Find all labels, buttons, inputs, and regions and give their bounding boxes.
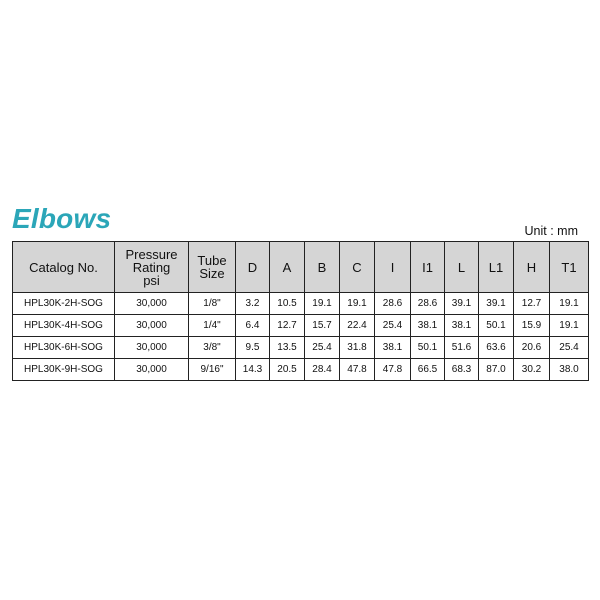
cell-dim-l: 68.3 [445,359,479,381]
header-tube-line: Tube [197,253,227,268]
cell-dim-a: 12.7 [270,315,305,337]
cell-dim-i1: 38.1 [411,315,445,337]
header-dim-b: B [305,242,340,293]
cell-pressure: 30,000 [115,359,189,381]
elbows-spec-table [12,241,589,381]
cell-pressure: 30,000 [115,315,189,337]
cell-tube-size: 1/4" [189,315,236,337]
header-psi-line: psi [143,272,160,288]
table-header-row [13,242,589,293]
cell-dim-c: 31.8 [340,337,375,359]
table-row [13,293,589,315]
cell-catalog: HPL30K-4H-SOG [13,315,115,337]
cell-dim-b: 19.1 [305,293,340,315]
cell-dim-d: 3.2 [236,293,270,315]
header-dim-d: D [236,242,270,293]
table-row [13,359,589,381]
unit-label: Unit : mm [524,224,578,238]
cell-dim-b: 28.4 [305,359,340,381]
cell-dim-t1: 19.1 [550,293,589,315]
cell-dim-t1: 38.0 [550,359,589,381]
cell-pressure: 30,000 [115,337,189,359]
cell-catalog: HPL30K-6H-SOG [13,337,115,359]
cell-tube-size: 9/16" [189,359,236,381]
cell-dim-h: 20.6 [514,337,550,359]
header-dim-t1: T1 [550,242,589,293]
cell-catalog: HPL30K-2H-SOG [13,293,115,315]
header-dim-h: H [514,242,550,293]
cell-dim-l1: 63.6 [479,337,514,359]
cell-dim-b: 25.4 [305,337,340,359]
cell-dim-l: 51.6 [445,337,479,359]
header-dim-l1: L1 [479,242,514,293]
header-rating-line: Rating [132,259,171,275]
cell-dim-a: 10.5 [270,293,305,315]
cell-dim-l1: 39.1 [479,293,514,315]
cell-dim-c: 22.4 [340,315,375,337]
table-row [13,315,589,337]
cell-dim-h: 15.9 [514,315,550,337]
header-dim-i1: I1 [411,242,445,293]
cell-dim-l: 38.1 [445,315,479,337]
header-pressure-rating [115,242,189,293]
header-dim-a: A [270,242,305,293]
cell-dim-t1: 25.4 [550,337,589,359]
header-dim-i: I [375,242,411,293]
cell-dim-l1: 87.0 [479,359,514,381]
cell-tube-size: 3/8" [189,337,236,359]
cell-dim-h: 30.2 [514,359,550,381]
cell-dim-b: 15.7 [305,315,340,337]
cell-dim-a: 20.5 [270,359,305,381]
cell-dim-i: 25.4 [375,315,411,337]
header-tube-size [189,242,236,293]
cell-dim-c: 47.8 [340,359,375,381]
cell-tube-size: 1/8" [189,293,236,315]
cell-dim-i1: 50.1 [411,337,445,359]
cell-dim-d: 6.4 [236,315,270,337]
header-dim-l: L [445,242,479,293]
cell-pressure: 30,000 [115,293,189,315]
cell-dim-i1: 28.6 [411,293,445,315]
cell-dim-d: 14.3 [236,359,270,381]
header-pressure-line: Pressure [125,246,178,262]
table-row [13,337,589,359]
cell-dim-i1: 66.5 [411,359,445,381]
page-title: Elbows [12,203,112,234]
cell-dim-i: 47.8 [375,359,411,381]
cell-dim-d: 9.5 [236,337,270,359]
header-size-line: Size [199,266,225,281]
cell-dim-c: 19.1 [340,293,375,315]
cell-dim-t1: 19.1 [550,315,589,337]
cell-dim-i: 38.1 [375,337,411,359]
cell-dim-i: 28.6 [375,293,411,315]
header-catalog-no: Catalog No. [13,242,115,293]
cell-dim-h: 12.7 [514,293,550,315]
cell-dim-a: 13.5 [270,337,305,359]
header-dim-c: C [340,242,375,293]
cell-dim-l1: 50.1 [479,315,514,337]
cell-catalog: HPL30K-9H-SOG [13,359,115,381]
cell-dim-l: 39.1 [445,293,479,315]
